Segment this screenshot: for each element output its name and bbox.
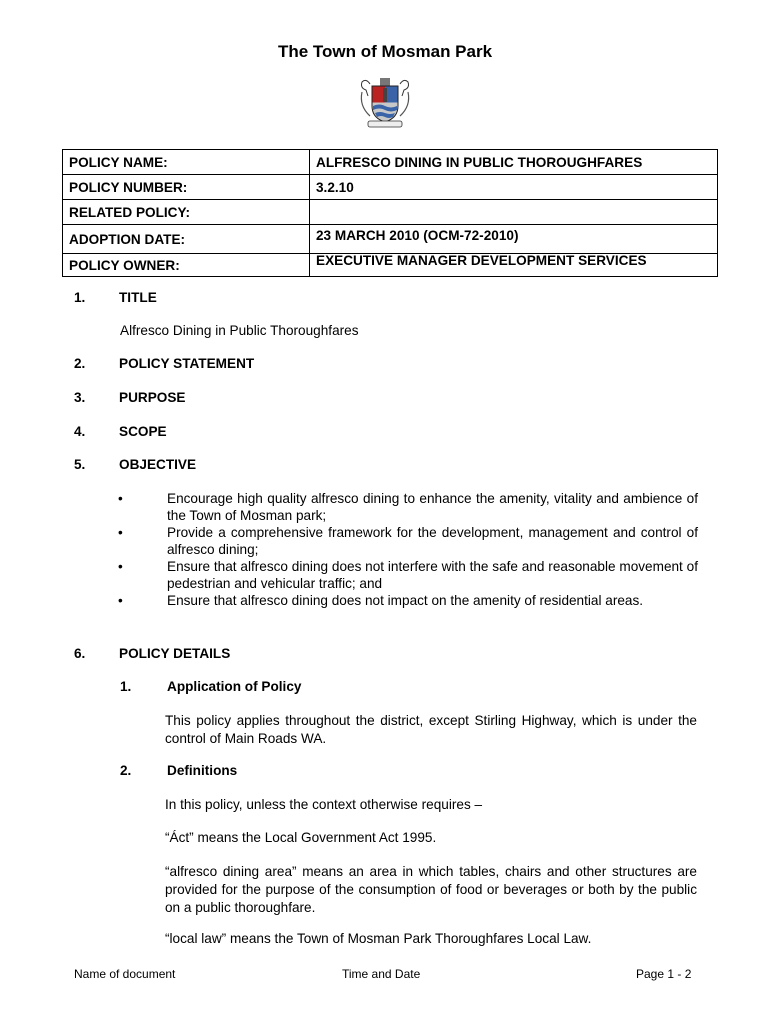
- section-heading-policy-statement: POLICY STATEMENT: [119, 356, 255, 371]
- bullet-icon: •: [118, 593, 123, 608]
- table-row: [63, 225, 718, 254]
- adoption-date-value: 23 MARCH 2010 (OCM-72-2010): [310, 225, 718, 254]
- policy-number-label: POLICY NUMBER:: [63, 175, 310, 200]
- policy-owner-value: EXECUTIVE MANAGER DEVELOPMENT SERVICES: [310, 254, 718, 277]
- list-item: [118, 524, 698, 558]
- footer-document-name: Name of document: [74, 967, 176, 981]
- bullet-icon: •: [118, 559, 123, 574]
- section-heading-purpose: PURPOSE: [119, 390, 186, 405]
- section-number: 6.: [74, 646, 86, 661]
- application-body: This policy applies throughout the district, except Stirling Highway, which is under the control of Main Roads WA.: [165, 713, 697, 746]
- subsection-heading-application: Application of Policy: [167, 679, 302, 694]
- subsection-heading-definitions: Definitions: [167, 763, 238, 778]
- subsection-number: 1.: [120, 679, 132, 694]
- title-body: Alfresco Dining in Public Thoroughfares: [120, 323, 359, 338]
- footer-time-date: Time and Date: [342, 967, 421, 981]
- list-item: [118, 558, 698, 592]
- section-number: 3.: [74, 390, 86, 405]
- section-number: 2.: [74, 356, 86, 371]
- section-heading-scope: SCOPE: [119, 424, 167, 439]
- bullet-icon: •: [118, 491, 123, 506]
- list-item-text: Ensure that alfresco dining does not impact on the amenity of residential areas.: [167, 593, 644, 608]
- policy-owner-label: POLICY OWNER:: [63, 254, 310, 277]
- policy-name-value: ALFRESCO DINING IN PUBLIC THOROUGHFARES: [310, 150, 718, 175]
- section-number: 5.: [74, 457, 86, 472]
- footer-page-number: Page 1 - 2: [636, 967, 692, 981]
- list-item-text: Ensure that alfresco dining does not interfere with the safe and reasonable movement of pedestrian and vehicular traffic; and: [167, 559, 698, 591]
- subsection-number: 2.: [120, 763, 132, 778]
- list-item-text: Provide a comprehensive framework for the development, management and control of alfresco dining;: [167, 525, 698, 557]
- policy-info-table: [62, 149, 718, 277]
- page-title: The Town of Mosman Park: [277, 42, 493, 61]
- definition-alfresco-dining-area: “alfresco dining area” means an area in which tables, chairs and other structures are provided for the purpose of the consumption of food or beverages or both by the public on a public thoroughfare.: [165, 864, 697, 915]
- section-number: 4.: [74, 424, 86, 439]
- table-row: [63, 254, 718, 277]
- related-policy-label: RELATED POLICY:: [63, 200, 310, 225]
- related-policy-value: [310, 200, 718, 225]
- objective-list: [118, 490, 698, 609]
- town-crest-logo: [356, 76, 414, 130]
- definitions-intro: In this policy, unless the context otherwise requires –: [165, 797, 483, 812]
- list-item: [118, 592, 698, 609]
- table-row: [63, 175, 718, 200]
- bullet-icon: •: [118, 525, 123, 540]
- definition-act: “Áct” means the Local Government Act 1995.: [165, 830, 437, 845]
- list-item-text: Encourage high quality alfresco dining to enhance the amenity, vitality and ambience of the Town of Mosman park;: [167, 491, 698, 523]
- table-row: [63, 150, 718, 175]
- section-heading-objective: OBJECTIVE: [119, 457, 197, 472]
- policy-name-label: POLICY NAME:: [63, 150, 310, 175]
- adoption-date-label: ADOPTION DATE:: [63, 225, 310, 254]
- section-heading-title: TITLE: [119, 290, 157, 305]
- list-item: [118, 490, 698, 524]
- section-heading-policy-details: POLICY DETAILS: [119, 646, 231, 661]
- definition-local-law: “local law” means the Town of Mosman Park Thoroughfares Local Law.: [165, 931, 592, 946]
- table-row: [63, 200, 718, 225]
- policy-number-value: 3.2.10: [310, 175, 718, 200]
- section-number: 1.: [74, 290, 86, 305]
